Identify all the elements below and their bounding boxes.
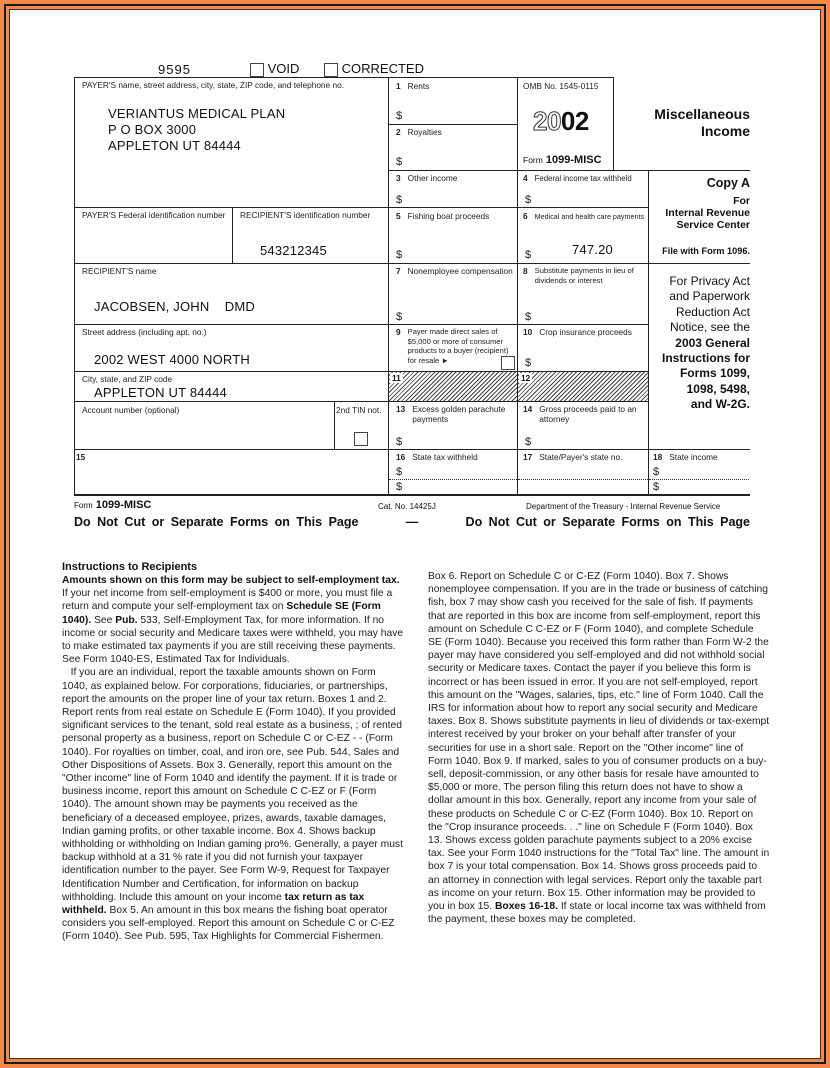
recipient-city-label: City, state, and ZIP code xyxy=(82,374,173,384)
privacy-notice: For Privacy Act and Paperwork Reduction Act Notice, see the 2003 General Instructions for Forms 1099, 1098, 5498, and W-2G. xyxy=(661,274,750,412)
void-checkbox[interactable] xyxy=(250,63,264,77)
recipient-city-value[interactable]: APPLETON UT 84444 xyxy=(94,385,227,400)
box-11-hatched xyxy=(389,372,517,401)
box-13-dollar: $ xyxy=(396,436,403,448)
box-4-dollar: $ xyxy=(525,194,532,206)
department-label: Department of the Treasury - Internal Revenue Service xyxy=(526,502,721,511)
file-with-note: File with Form 1096. xyxy=(662,246,750,256)
omb-number: OMB No. 1545-0115 xyxy=(523,81,599,91)
box-15-number: 15 xyxy=(76,452,86,462)
box-16-dollar-1: $ xyxy=(396,466,403,478)
box-8-label: 8 Substitute payments in lieu of dividends or interest xyxy=(523,266,634,285)
dotted-line xyxy=(389,479,517,480)
box-6-value[interactable]: 747.20 xyxy=(572,242,613,257)
grid-line xyxy=(388,77,389,495)
dotted-line xyxy=(649,479,749,480)
recipient-id-label: RECIPIENT'S identification number xyxy=(240,210,371,220)
dotted-line xyxy=(518,479,648,480)
copy-for-irs: For Internal Revenue Service Center xyxy=(665,195,750,231)
grid-line xyxy=(388,124,517,125)
grid-line xyxy=(74,77,614,78)
box-3-dollar: $ xyxy=(396,194,403,206)
payer-address-1[interactable]: P O BOX 3000 xyxy=(108,122,197,137)
box-2-label: 2 Royalties xyxy=(396,127,442,137)
box-17-label: 17 State/Payer's state no. xyxy=(523,452,623,462)
box-7-dollar: $ xyxy=(396,311,403,323)
box-12-hatched xyxy=(518,372,648,401)
box-6-dollar: $ xyxy=(525,249,532,261)
box-18-dollar-2: $ xyxy=(653,481,660,493)
void-checkbox-group[interactable] xyxy=(250,61,299,77)
box-16-dollar-2: $ xyxy=(396,481,403,493)
box-7-label: 7 Nonemployee compensation xyxy=(396,266,513,276)
box-18-dollar-1: $ xyxy=(653,466,660,478)
box-10-dollar: $ xyxy=(525,357,532,369)
corrected-checkbox[interactable] xyxy=(324,63,338,77)
grid-line xyxy=(388,401,648,402)
footer-form-name: Form 1099-MISC xyxy=(74,499,152,511)
copy-a-label: Copy A xyxy=(706,176,750,190)
box-18-label: 18 State income xyxy=(653,452,718,462)
box-3-label: 3 Other income xyxy=(396,173,458,183)
grid-line xyxy=(648,449,649,495)
box-1-label: 1 Rents xyxy=(396,81,430,91)
tax-year: 2002 xyxy=(533,106,589,136)
box-2-dollar: $ xyxy=(396,156,403,168)
corrected-checkbox-group[interactable] xyxy=(324,61,424,77)
recipient-street-value[interactable]: 2002 WEST 4000 NORTH xyxy=(94,352,250,367)
box-11-number: 11 xyxy=(392,373,401,383)
box-5-dollar: $ xyxy=(396,249,403,261)
box-4-label: 4 Federal income tax withheld xyxy=(523,173,632,183)
box-14-label: 14 Gross proceeds paid to an attorney xyxy=(523,404,637,424)
recipient-id-value[interactable]: 543212345 xyxy=(260,243,327,258)
box-9-checkbox[interactable] xyxy=(501,356,515,370)
grid-line xyxy=(388,170,750,171)
second-tin-label: 2nd TIN not. xyxy=(336,405,382,415)
grid-line xyxy=(74,324,388,325)
form-page xyxy=(9,9,821,1059)
form-title: Miscellaneous Income xyxy=(654,106,750,139)
grid-line xyxy=(388,324,648,325)
form-name-header: Form 1099-MISC xyxy=(523,154,602,166)
recipient-name-label: RECIPIENT'S name xyxy=(82,266,157,276)
box-13-label: 13 Excess golden parachute payments xyxy=(396,404,506,424)
instructions-left-column: Amounts shown on this form may be subject to self-employment tax. If your net income from self-employment is $400 or more, you must file a return and compute your self-employment tax on Schedule SE (Form 1040). See Pub. 533, Self-Employment Tax, for more information. If no income or social security and Medicare taxes were withheld, you may have to make estimated tax payments if you are still receiving these payments. See Form 1040-ES, Estimated Tax for Individuals. If you are an individual, report the taxable amounts shown on Form 1040, as explained below. For corporations, fiduciaries, or partnerships, report the amounts on the proper line of your tax return. Boxes 1 and 2. Report rents from real estate on Schedule E (Form 1040). If you provided significant services to the tenant, sold real estate as a business, ; of rented personal property as a business, report on Schedule C or C-EZ - - (Form 1040). For royalties on timber, coal, and iron ore, see Pub. 544, Sales and Other Dispositions of Assets. Box 3. Generally, report this amount on the "Other income" line of Form 1040 and identify the payment. If it is trade or business income, report this amount on Schedule C C-EZ or F (Form 1040). The amount shown may be payments you received as the beneficiary of a deceased employee, prizes, awards, taxable damages, Indian gaming profits, or other taxable income. Box 4. Shows backup withholding or withholding on Indian gaming pro%. Generally, a payer must backup withhold at a 31 % rate if you did not furnish your taxpayer identification number to the payer. See Form W-9, Request for Taxpayer Identification Number and Certification, for information on backup withholding. Include this amount on your income tax return as tax withheld. Box 5. An amount in this box means the fishing boat operator considers you self-employed. Report this amount on Schedule C or C-EZ (Form 1040). See Pub. 595, Tax Highlights for Commercial Fishermen. xyxy=(62,575,404,943)
account-number-label: Account number (optional) xyxy=(82,405,180,415)
payer-fed-id-label: PAYER'S Federal identification number xyxy=(82,210,226,220)
grid-line xyxy=(388,263,750,264)
box-16-label: 16 State tax withheld xyxy=(396,452,478,462)
grid-line xyxy=(74,371,388,372)
grid-line xyxy=(74,77,75,495)
recipient-name-value[interactable]: JACOBSEN, JOHN DMD xyxy=(94,299,255,314)
box-1-dollar: $ xyxy=(396,110,403,122)
grid-line xyxy=(74,207,388,208)
box-14-dollar: $ xyxy=(525,436,532,448)
corrected-label: CORRECTED xyxy=(341,61,424,76)
box-8-dollar: $ xyxy=(525,311,532,323)
grid-line xyxy=(388,207,648,208)
instructions-heading: Instructions to Recipients xyxy=(62,561,198,573)
void-label: VOID xyxy=(267,61,300,76)
box-9-label: 9 Payer made direct sales of $5,000 or more of consumer products to a buyer (recipient) for resale ► xyxy=(396,327,509,365)
grid-line xyxy=(334,401,335,449)
do-not-cut-banner: Do Not Cut or Separate Forms on This Page — Do Not Cut or Separate Forms on This Page xyxy=(74,515,750,529)
payer-label: PAYER'S name, street address, city, state, ZIP code, and telephone no. xyxy=(82,80,345,90)
box-6-label: 6 Medical and health care payments xyxy=(523,211,645,221)
grid-line xyxy=(74,263,388,264)
instructions-right-column: Box 6. Report on Schedule C or C-EZ (Form 1040). Box 7. Shows nonemployee compensation. If you are in the trade or business of catching fish, box 7 may show cash you received for the sale of fish. If payments that are reported in this box are income from self-employment, report this amount on Schedule C C-EZ or F (Form 1040), and complete Schedule SE (Form 1040). Because you received this form rather than Form W-2 the payer may have considered you self-employed and did not withhold social security or Medicare taxes. Contact the payer if you believe this form is incorrect or has been issued in error. If you are not self-employed, report this amount on the "Wages, salaries, tips, etc." line of Form 1040. Call the IRS for information about how to report any social security and Medicare taxes. Box 8. Shows substitute payments in lieu of dividends or tax-exempt interest received by your broker on your behalf after transfer of your securities for use in a short sale. Report on the "Other income" line of Form 1040. Box 9. If marked, sales to you of consumer products on a buy-sell, deposit-commission, or any other basis for resale have amounted to $5,000 or more. The person filing this return does not have to show a dollar amount in this box. Generally, report any income from your sale of these products on Schedule C or C-EZ (Form 1040). Box 10. Report on the "Crop insurance proceeds. . ." line on Schedule F (Form 1040). Box 13. Shows excess golden parachute payments subject to a 20% excise tax. See your Form 1040 instructions for the "Total Tax" line. The amount in box 7 is your total compensation. Box 14. Shows gross proceeds paid to an attorney in connection with legal services. Report only the taxable part as income on your return. Box 15. Other information may be provided to you in box 15. Boxes 16-18. If state or local income tax was withheld from the payment, these boxes may be completed. xyxy=(428,571,770,926)
payer-name[interactable]: VERIANTUS MEDICAL PLAN xyxy=(108,106,286,121)
recipient-street-label: Street address (including apt. no.) xyxy=(82,327,207,337)
box-12-number: 12 xyxy=(521,373,531,383)
box-5-label: 5 Fishing boat proceeds xyxy=(396,211,490,221)
grid-line xyxy=(232,207,233,263)
form-code: 9595 xyxy=(158,62,191,77)
payer-address-2[interactable]: APPLETON UT 84444 xyxy=(108,138,241,153)
grid-line xyxy=(517,77,518,495)
grid-line xyxy=(74,401,388,402)
catalog-number: Cat. No. 14425J xyxy=(378,502,436,511)
second-tin-checkbox[interactable] xyxy=(354,432,368,446)
box-10-label: 10 Crop insurance proceeds xyxy=(523,327,632,337)
grid-line xyxy=(613,77,614,171)
